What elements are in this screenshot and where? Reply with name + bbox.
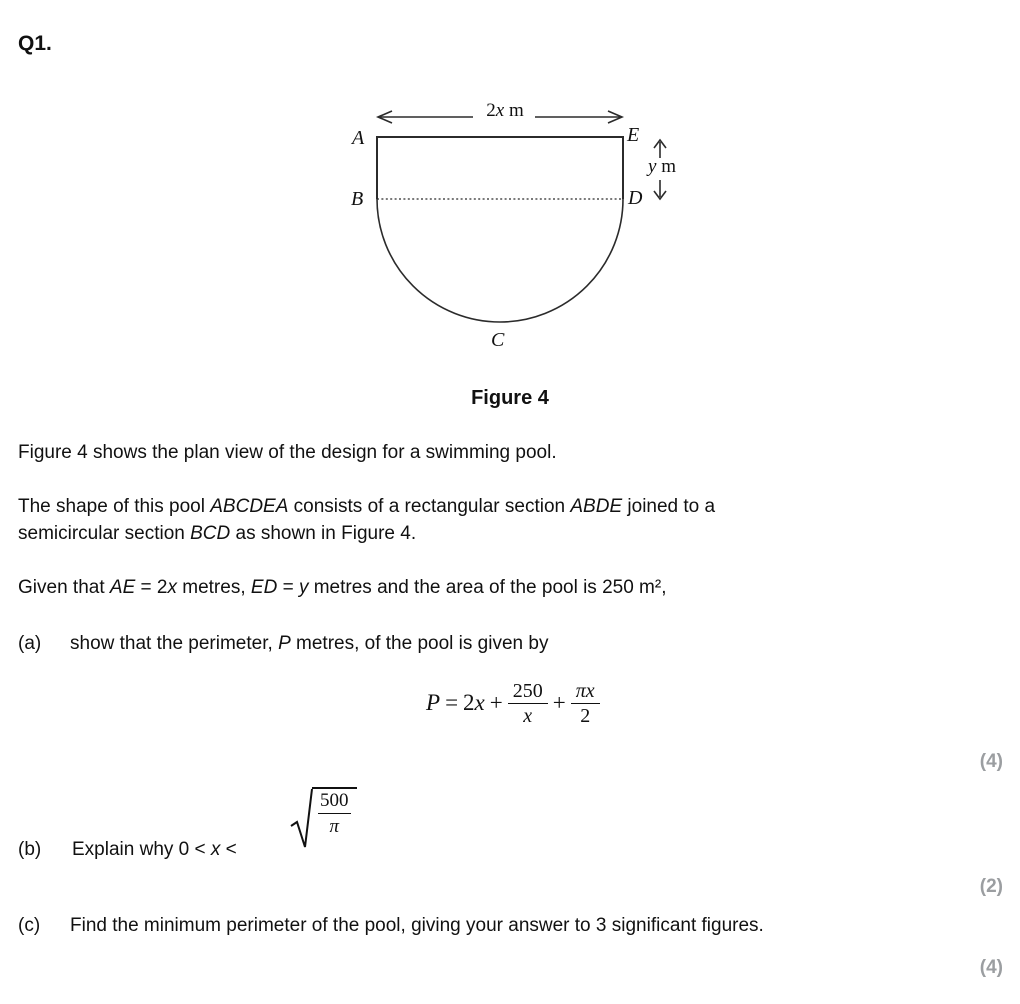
vertex-label-e: E	[627, 124, 640, 146]
part-a-text: show that the perimeter, P metres, of the pool is given by	[70, 633, 549, 654]
vertex-label-c: C	[491, 329, 505, 351]
formula-equals: =	[445, 690, 459, 716]
question-number: Q1.	[18, 32, 52, 55]
formula-lhs: P	[426, 690, 441, 716]
height-dimension-label: y m	[648, 156, 676, 177]
part-c-label: (c)	[18, 915, 41, 936]
perimeter-formula	[426, 680, 600, 727]
rectangle-abde	[377, 137, 623, 199]
square-root-expression	[290, 787, 357, 851]
marks-part-b: (2)	[979, 876, 1003, 897]
formula-fraction-pix-2: $\frac{\pi x}{2}$	[571, 680, 600, 727]
vertex-label-a: A	[352, 127, 365, 149]
semicircle-bcd	[377, 199, 623, 322]
radical-sign-icon	[290, 787, 314, 851]
vertex-label-b: B	[351, 188, 364, 210]
figure-caption: Figure 4	[471, 387, 549, 409]
part-c-text: Find the minimum perimeter of the pool, giving your answer to 3 significant figures.	[70, 915, 764, 936]
part-b-text: Explain why 0 < x <	[72, 839, 237, 860]
width-dimension-label: 2x m	[486, 100, 524, 121]
vertex-label-d: D	[628, 187, 643, 209]
part-b-label: (b)	[18, 839, 42, 860]
radical-fraction: $\frac{500}{\pi}$	[312, 787, 357, 838]
formula-plus2: +	[552, 690, 566, 716]
formula-variable: x	[474, 690, 485, 716]
marks-part-c: (4)	[979, 957, 1003, 978]
marks-part-a: (4)	[979, 751, 1003, 772]
paragraph-given: Given that AE = 2x metres, ED = y metres and the area of the pool is 250 m²,	[18, 577, 667, 598]
formula-fraction-250-x: $\frac{250}{x}$	[508, 680, 548, 727]
paragraph-shape-line1: The shape of this pool ABCDEA consists of a rectangular section ABDE joined to a	[18, 496, 716, 517]
formula-plus1: +	[489, 690, 503, 716]
formula-coeff: 2	[463, 690, 475, 716]
paragraph-shape-line2: semicircular section BCD as shown in Figure 4.	[18, 523, 417, 544]
paragraph-intro: Figure 4 shows the plan view of the design for a swimming pool.	[18, 442, 557, 463]
part-a-label: (a)	[18, 633, 42, 654]
